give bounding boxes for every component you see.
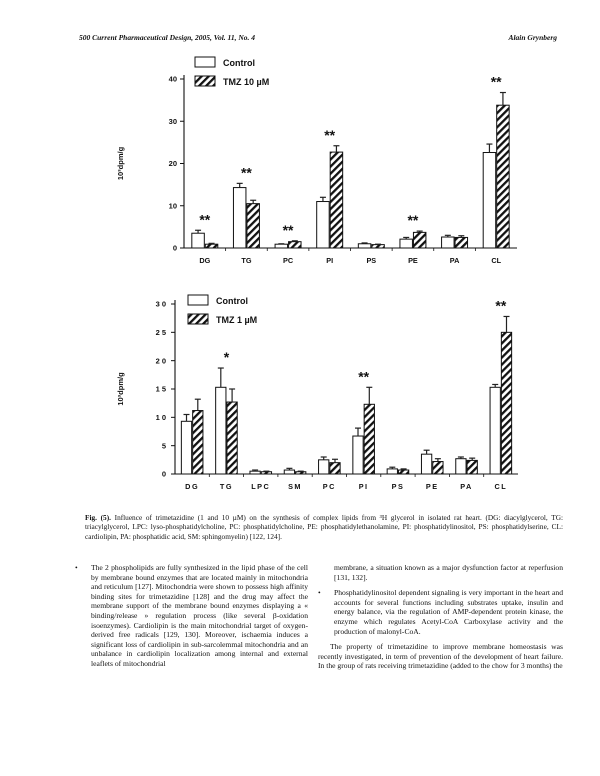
chart-tmz-1 xyxy=(0,285,600,510)
bullet-icon: • xyxy=(318,588,321,598)
tmz-bar-pe xyxy=(413,232,425,248)
y-tick-label: 5 xyxy=(161,441,168,451)
x-category-label: SM xyxy=(288,482,303,491)
x-category-label: CL xyxy=(494,482,508,491)
list-item xyxy=(75,563,308,669)
tmz-bar-dg xyxy=(205,244,217,248)
tmz-bar-pa xyxy=(455,237,467,248)
list-item xyxy=(318,588,563,636)
right-paragraph: The property of trimetazidine to improve membrane homeostasis was recently investigated, in term of prevention of the development of heart failure. In the group of rats receiving trimetazidine (added to the chow for 3 months) the xyxy=(318,642,563,671)
y-axis-label: 10³dpm/g xyxy=(116,372,125,406)
significance-marker: ** xyxy=(358,368,370,385)
significance-marker: * xyxy=(223,349,230,366)
figure-caption-text: Influence of trimetazidine (1 and 10 µM) on the synthesis of complex lipids from ³H glycerol in isolated rat heart. (DG: diacylglycerol, TG: triacylglycerol, LPC: lyso-phosphatidylcholine, PC: phosphatidylcholine, PE: phosphatidylethanolamine, PI: phosphatidylinositol, PS: phosphatidylserine, CL: cardiolipin, PA: phosphatidic acid, SM: sphingomyelin) [122, 124]. xyxy=(85,513,563,541)
x-category-label: PE xyxy=(408,256,418,265)
tmz-bar-tg xyxy=(227,402,237,474)
tmz-bar-lpc xyxy=(261,472,271,474)
x-category-label: LPC xyxy=(251,482,271,491)
tmz-bar-dg xyxy=(193,411,203,474)
control-bar-sm xyxy=(284,470,294,474)
bullet-icon: • xyxy=(75,563,78,572)
tmz-bar-ps xyxy=(372,245,384,248)
y-tick-label: 0 xyxy=(172,243,177,253)
tmz-bar-sm xyxy=(296,472,306,474)
control-bar-cl xyxy=(490,387,500,474)
y-tick-label: 30 xyxy=(155,299,168,309)
y-tick-label: 10 xyxy=(168,201,177,211)
chart-tmz-10 xyxy=(0,50,600,282)
significance-marker: ** xyxy=(407,212,419,229)
tmz-bar-pi xyxy=(330,152,342,248)
legend-swatch xyxy=(195,76,215,86)
control-bar-pi xyxy=(317,202,329,248)
x-category-label: PA xyxy=(460,482,473,491)
legend-label: Control xyxy=(216,296,248,306)
control-bar-dg xyxy=(192,233,204,248)
y-tick-label: 0 xyxy=(161,469,168,479)
x-category-label: DG xyxy=(199,256,211,265)
y-tick-label: 20 xyxy=(155,356,168,366)
y-tick-label: 30 xyxy=(168,116,177,126)
legend-label: TMZ 1 µM xyxy=(216,315,258,325)
tmz-bar-cl xyxy=(501,332,511,474)
x-category-label: PA xyxy=(449,256,460,265)
tmz-bar-tg xyxy=(247,204,259,248)
control-bar-pa xyxy=(456,459,466,474)
legend-label: TMZ 10 µM xyxy=(223,77,270,87)
right-bullet-2-text: Phosphatidylinositol dependent signaling is very important in the heart and accounts for several functions including substrates uptake, insulin and energy balance, via the regulation of AMP-dependent protein kinase, the enzyme which regulates Acetyl-CoA Carboxylase activity and the production of malonyl-CoA. xyxy=(334,588,563,636)
left-column xyxy=(75,563,308,675)
control-bar-cl xyxy=(483,153,495,248)
tmz-bar-pc xyxy=(289,242,301,248)
control-bar-tg xyxy=(216,387,226,474)
control-bar-tg xyxy=(233,188,245,248)
significance-marker: ** xyxy=(495,297,507,314)
tmz-bar-pa xyxy=(467,460,477,474)
x-category-label: PI xyxy=(326,256,334,265)
control-bar-pc xyxy=(319,460,329,474)
x-category-label: PS xyxy=(391,482,405,491)
control-bar-ps xyxy=(358,244,370,248)
control-bar-pe xyxy=(400,239,412,248)
legend-swatch xyxy=(195,57,215,67)
tmz-bar-cl xyxy=(497,105,509,248)
control-bar-lpc xyxy=(250,471,260,474)
control-bar-dg xyxy=(181,421,191,474)
y-tick-label: 10 xyxy=(155,413,168,423)
running-header-right: Alain Grynberg xyxy=(508,33,557,42)
control-bar-pi xyxy=(353,436,363,474)
tmz-bar-ps xyxy=(398,470,408,474)
y-tick-label: 40 xyxy=(168,74,177,84)
control-bar-pe xyxy=(421,454,431,474)
control-bar-ps xyxy=(387,469,397,474)
y-tick-label: 25 xyxy=(155,328,168,338)
tmz-bar-pc xyxy=(330,463,340,474)
legend-label: Control xyxy=(223,58,255,68)
significance-marker: ** xyxy=(240,164,252,181)
left-bullet-1-text: The 2 phospholipids are fully synthesized in the lipid phase of the cell by membrane bound enzymes that are located mainly in mitochondria and reticulum [127]. Mitochondria were shown to possess high affinity binding sites for trimetazidine [128] and the drug may affect the membrane support of the membrane bound enzymes displaying a « binding/release » regulation process (like several β-oxidation isoenzymes). Cardiolipin is the main mitochondrial target of oxygen-derived free radicals [129, 130]. Moreover, ischaemia induces a significant loss of cardiolipin in sub-sarcolemmal mitochondria and an unbalance in cardiolipin localization among internal and external leaflets of mitochondrial xyxy=(91,563,308,668)
x-category-label: PS xyxy=(366,256,377,265)
x-category-label: TG xyxy=(219,482,234,491)
y-tick-label: 20 xyxy=(168,159,177,169)
tmz-bar-pi xyxy=(364,404,374,474)
significance-marker: ** xyxy=(324,126,336,143)
tmz-bar-pe xyxy=(433,462,443,474)
x-category-label: PC xyxy=(322,482,336,491)
x-category-label: CL xyxy=(491,256,502,265)
legend-swatch xyxy=(188,295,208,305)
x-category-label: PC xyxy=(282,256,294,265)
x-category-label: DG xyxy=(185,482,200,491)
control-bar-pc xyxy=(275,244,287,248)
significance-marker: ** xyxy=(282,221,294,238)
figure-caption xyxy=(85,513,563,541)
y-axis-label: 10³dpm/g xyxy=(116,146,125,181)
x-category-label: PI xyxy=(358,482,369,491)
x-category-label: PE xyxy=(425,482,439,491)
right-column xyxy=(318,563,563,677)
significance-marker: ** xyxy=(199,211,211,228)
x-category-label: TG xyxy=(241,256,252,265)
control-bar-pa xyxy=(442,237,454,248)
y-tick-label: 15 xyxy=(155,384,168,394)
legend-swatch xyxy=(188,314,208,324)
running-header-left: 500 Current Pharmaceutical Design, 2005, Vol. 11, No. 4 xyxy=(79,33,256,42)
right-continuation: membrane, a situation known as a major dysfunction factor at reperfusion [131, 132]. xyxy=(334,563,563,582)
figure-label: Fig. (5). xyxy=(85,513,111,522)
significance-marker: ** xyxy=(490,73,502,90)
